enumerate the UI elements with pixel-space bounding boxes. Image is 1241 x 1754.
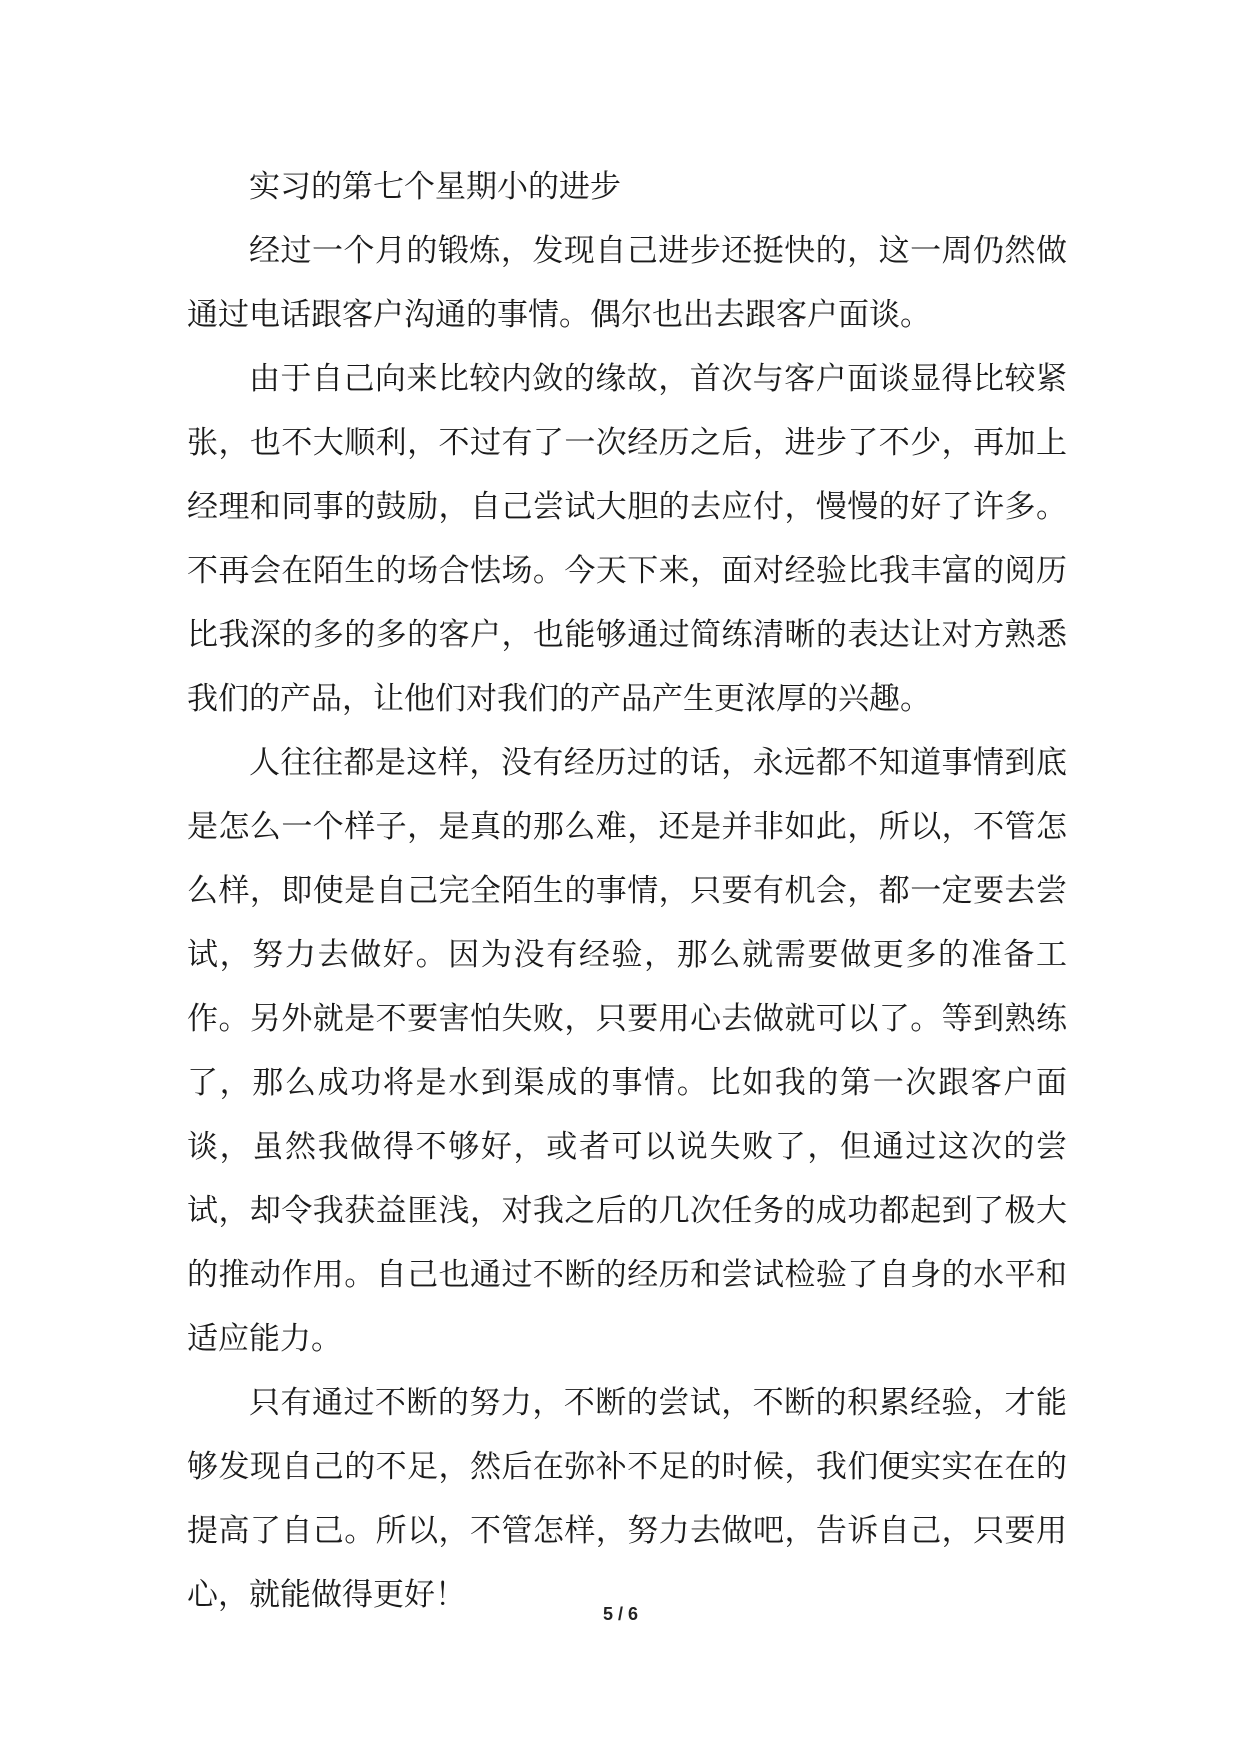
- page-number: 5 / 6: [602, 1604, 639, 1624]
- document-body: [187, 155, 1067, 1627]
- paragraph-3: 人往往都是这样，没有经历过的话，永远都不知道事情到底是怎么一个样子，是真的那么难，还是并非如此，所以，不管怎么样，即使是自己完全陌生的事情，只要有机会，都一定要去尝试，努力去做好。因为没有经验，那么就需要做更多的准备工作。另外就是不要害怕失败，只要用心去做就可以了。等到熟练了，那么成功将是水到渠成的事情。比如我的第一次跟客户面谈，虽然我做得不够好，或者可以说失败了，但通过这次的尝试，却令我获益匪浅，对我之后的几次任务的成功都起到了极大的推动作用。自己也通过不断的经历和尝试检验了自身的水平和适应能力。: [187, 745, 1067, 1357]
- paragraph-2: 由于自己向来比较内敛的缘故，首次与客户面谈显得比较紧张，也不大顺利，不过有了一次经历之后，进步了不少，再加上经理和同事的鼓励，自己尝试大胆的去应付，慢慢的好了许多。不再会在陌生的场合怯场。今天下来，面对经验比我丰富的阅历比我深的多的多的客户，也能够通过简练清晰的表达让对方熟悉我们的产品，让他们对我们的产品产生更浓厚的兴趣。: [187, 361, 1067, 717]
- paragraph-4: 只有通过不断的努力，不断的尝试，不断的积累经验，才能够发现自己的不足，然后在弥补不足的时候，我们便实实在在的提高了自己。所以，不管怎样，努力去做吧，告诉自己，只要用心，就能做得更好！: [187, 1385, 1067, 1613]
- document-heading: 实习的第七个星期小的进步: [249, 169, 621, 205]
- paragraph-1: 经过一个月的锻炼，发现自己进步还挺快的，这一周仍然做通过电话跟客户沟通的事情。偶尔也出去跟客户面谈。: [187, 233, 1067, 333]
